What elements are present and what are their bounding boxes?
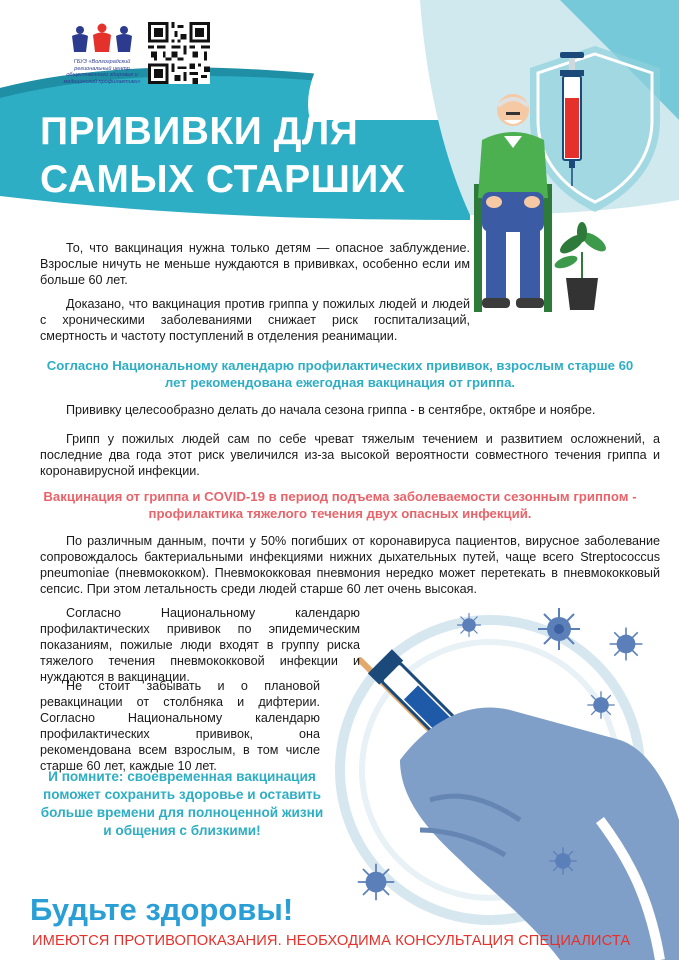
title-line-1: ПРИВИВКИ ДЛЯ	[40, 110, 359, 153]
highlight-flu-covid: Вакцинация от гриппа и COVID-19 в период подъема заболеваемости сезонным гриппом - профилактика тяжелого течения двух опасных инфекций.	[43, 489, 637, 521]
virus-icon	[536, 606, 582, 652]
plant-icon	[552, 222, 612, 314]
paragraph-3: Прививку целесообразно делать до начала сезона гриппа - в сентябре, октябре и ноябре.	[66, 403, 596, 417]
people-figures-logo	[62, 22, 142, 54]
virus-icon	[586, 690, 616, 720]
organization-logo	[62, 22, 142, 85]
remember-note: И помните: своевременная вакцинация поможет сохранить здоровье и оставить больше времени для полноценной жизни и общения с близкими!	[40, 769, 324, 838]
paragraph-1: То, что вакцинация нужна только детям — опасное заблуждение. Взрослые ничуть не меньше нуждаются в прививках, особенно если им больше 60 лет.	[40, 241, 470, 287]
virus-icon	[356, 862, 396, 902]
virus-icon	[608, 626, 644, 662]
page-title	[40, 108, 460, 204]
virus-icon	[456, 612, 482, 638]
paragraph-5: По различным данным, почти у 50% погибших от коронавируса пациентов, вирусное заболевание сопровождалось бактериальными инфекциями нижних дыхательных путей, чаще всего Streptococcus pneumoniae (пневмококком). Пневмококковая пневмония нередко может перетекать в пневмококковый сепсис. При этом летальность среди людей старше 60 лет очень высокая.	[40, 534, 660, 596]
organization-name: ГБУЗ «Волгоградский региональный центр общественного здоровья и медицинской профилактики»	[63, 59, 141, 85]
paragraph-6: Согласно Национальному календарю профилактических прививок по эпидемическим показаниям, пожилые люди входят в группу риска тяжелого течения пневмококковой инфекции и нуждаются в вакцинации.	[40, 606, 360, 684]
paragraph-7: Не стоит забывать и о плановой ревакцинации от столбняка и дифтерии. Согласно Национальному календарю профилактических прививок, она рекомендована всем взрослым, в том числе старше 60 лет, каждые 10 лет.	[40, 679, 320, 773]
paragraph-2: Доказано, что вакцинация против гриппа у пожилых людей и людей с хроническими заболеваниями снижает риск госпитализаций, смертность и частоту поступлений в отделения реанимации.	[40, 297, 470, 343]
slogan: Будьте здоровы!	[30, 892, 294, 927]
qr-code-icon	[148, 22, 210, 84]
paragraph-4: Грипп у пожилых людей сам по себе чреват тяжелым течением и развитием осложнений, а последние два года этот риск увеличился из-за высокой вероятности совместного течения гриппа и коронавирусной инфекции.	[40, 432, 660, 478]
contraindications-warning: ИМЕЮТСЯ ПРОТИВОПОКАЗАНИЯ. НЕОБХОДИМА КОНСУЛЬТАЦИЯ СПЕЦИАЛИСТА	[32, 933, 631, 949]
virus-icon	[548, 846, 578, 876]
title-line-2: САМЫХ СТАРШИХ	[40, 158, 406, 201]
elderly-man-illustration	[468, 88, 558, 318]
highlight-flu-vaccination: Согласно Национальному календарю профилактических прививок, взрослым старше 60 лет рекомендована ежегодная вакцинация от гриппа.	[46, 358, 634, 390]
syringe-icon	[552, 48, 592, 188]
